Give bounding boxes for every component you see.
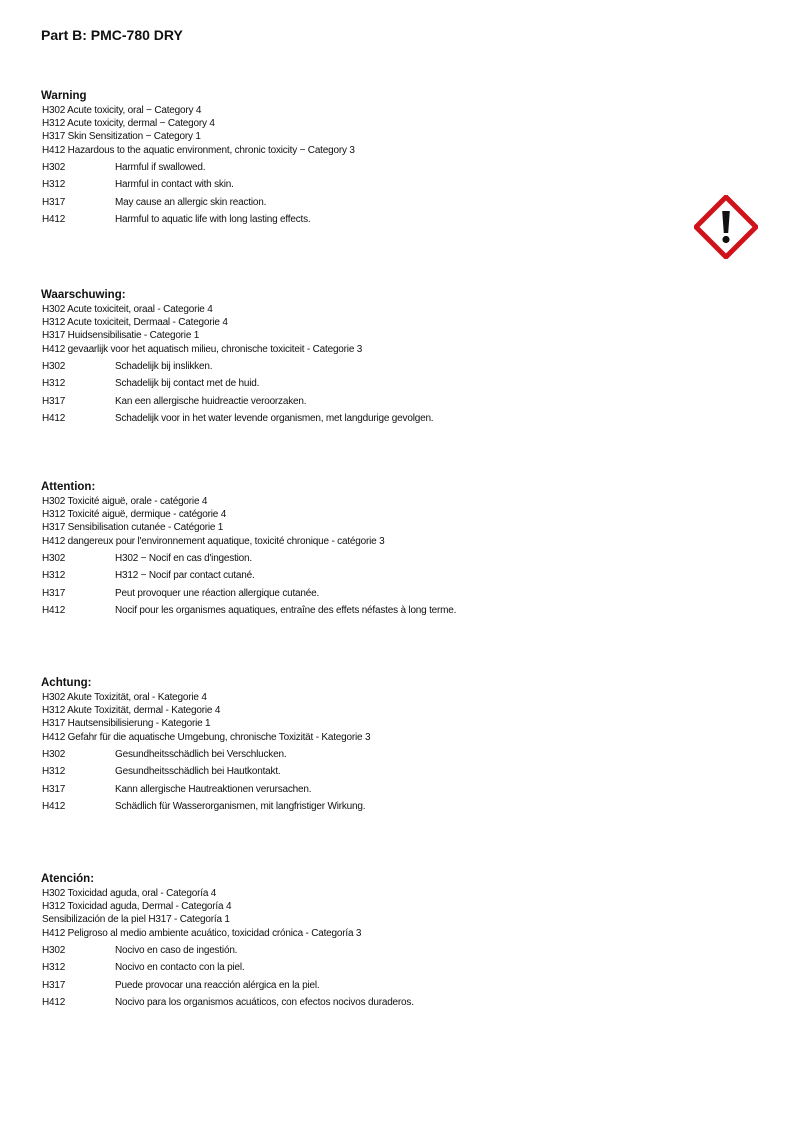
classification-line: H302 Akute Toxizität, oral - Kategorie 4 [42, 692, 207, 703]
hazard-code: H312 [42, 962, 66, 974]
hazard-code: H302 [42, 944, 66, 956]
hazard-statement [41, 178, 681, 195]
hazard-text: Nocivo en contacto con la piel. [115, 962, 245, 974]
hazard-statement [41, 996, 681, 1013]
classification-line: H312 Akute Toxizität, dermal - Kategorie 4 [42, 705, 221, 717]
classification-line: H302 Acute toxicity, oral − Category 4 [42, 105, 202, 116]
classification-line: H412 Peligroso al medio ambiente acuático, toxicidad crónica - Categoría 3 [42, 927, 362, 939]
hazard-statement [41, 604, 681, 621]
hazard-code: H317 [42, 196, 66, 208]
classification-line: H317 Sensibilisation cutanée - Catégorie 1 [42, 522, 224, 534]
page-title: Part B: PMC-780 DRY [41, 27, 183, 43]
signal-word: Waarschuwing: [41, 289, 126, 301]
hazard-statement [41, 360, 681, 377]
hazard-statement [41, 395, 681, 412]
hazard-code: H412 [42, 412, 66, 424]
hazard-text: Schädlich für Wasserorganismen, mit langfristiger Wirkung. [115, 800, 366, 812]
hazard-text: Harmful in contact with skin. [115, 179, 234, 191]
classification-line: H312 Toxicité aiguë, dermique - catégorie 4 [42, 509, 227, 521]
hazard-code: H412 [42, 996, 66, 1008]
signal-word: Achtung: [41, 677, 92, 689]
hazard-code: H312 [42, 179, 66, 191]
hazard-statement [41, 800, 681, 817]
section-warning-nl [41, 287, 681, 429]
hazard-text: May cause an allergic skin reaction. [115, 196, 267, 208]
hazard-statement [41, 748, 681, 765]
hazard-statement [41, 196, 681, 213]
hazard-code: H312 [42, 378, 66, 390]
section-warning-fr [41, 479, 681, 621]
hazard-statement [41, 213, 681, 230]
section-warning-es [41, 871, 681, 1013]
hazard-text: Gesundheitsschädlich bei Verschlucken. [115, 748, 287, 760]
hazard-statement [41, 569, 681, 586]
hazard-text: Kan een allergische huidreactie veroorzaken. [115, 395, 307, 407]
classification-line: H317 Hautsensibilisierung - Kategorie 1 [42, 718, 211, 730]
hazard-statement [41, 979, 681, 996]
signal-word: Attention: [41, 481, 96, 493]
hazard-code: H302 [42, 360, 66, 372]
hazard-code: H412 [42, 800, 66, 812]
hazard-text: H312 − Nocif par contact cutané. [115, 570, 255, 582]
classification-line: H302 Toxicité aiguë, orale - catégorie 4 [42, 496, 208, 507]
hazard-code: H317 [42, 587, 66, 599]
hazard-code: H302 [42, 748, 66, 760]
hazard-statement [41, 377, 681, 394]
classification-line: H412 gevaarlijk voor het aquatisch milieu, chronische toxiciteit - Categorie 3 [42, 343, 363, 355]
classification-line: H302 Toxicidad aguda, oral - Categoría 4 [42, 888, 217, 899]
hazard-code: H317 [42, 979, 66, 991]
hazard-statement [41, 587, 681, 604]
hazard-statement [41, 552, 681, 569]
signal-word: Warning [41, 90, 87, 102]
classification-line: H317 Huidsensibilisatie - Categorie 1 [42, 330, 200, 342]
hazard-statement [41, 412, 681, 429]
hazard-text: Harmful if swallowed. [115, 161, 206, 173]
classification-line: H312 Acute toxicity, dermal − Category 4 [42, 118, 215, 130]
hazard-statement [41, 961, 681, 978]
hazard-text: Schadelijk voor in het water levende organismen, met langdurige gevolgen. [115, 412, 434, 424]
classification-line: H312 Acute toxiciteit, Dermaal - Categorie 4 [42, 317, 228, 329]
hazard-code: H317 [42, 783, 66, 795]
section-warning-en [41, 88, 681, 230]
hazard-text: Schadelijk bij contact met de huid. [115, 378, 260, 390]
hazard-text: Nocif pour les organismes aquatiques, entraîne des effets néfastes à long terme. [115, 604, 457, 616]
hazard-statement [41, 783, 681, 800]
hazard-text: Nocivo en caso de ingestión. [115, 944, 238, 956]
hazard-text: Peut provoquer une réaction allergique cutanée. [115, 587, 320, 599]
section-warning-de [41, 675, 681, 817]
hazard-text: Schadelijk bij inslikken. [115, 360, 213, 372]
hazard-code: H312 [42, 570, 66, 582]
hazard-code: H302 [42, 552, 66, 564]
hazard-code: H412 [42, 604, 66, 616]
classification-line: H302 Acute toxiciteit, oraal - Categorie 4 [42, 304, 213, 315]
classification-line: Sensibilización de la piel H317 - Categoría 1 [42, 914, 230, 926]
hazard-code: H317 [42, 395, 66, 407]
hazard-text: Gesundheitsschädlich bei Hautkontakt. [115, 766, 281, 778]
classification-line: H317 Skin Sensitization − Category 1 [42, 131, 201, 143]
classification-line: H412 dangereux pour l'environnement aquatique, toxicité chronique - catégorie 3 [42, 535, 385, 547]
classification-line: H312 Toxicidad aguda, Dermal - Categoría 4 [42, 901, 232, 913]
hazard-text: Kann allergische Hautreaktionen verursachen. [115, 783, 312, 795]
classification-line: H412 Hazardous to the aquatic environment, chronic toxicity − Category 3 [42, 144, 355, 156]
hazard-code: H412 [42, 213, 66, 225]
hazard-code: H302 [42, 161, 66, 173]
hazard-text: Harmful to aquatic life with long lasting effects. [115, 213, 311, 225]
ghs07-exclamation-mark-icon [694, 195, 758, 259]
hazard-statement [41, 765, 681, 782]
hazard-text: Nocivo para los organismos acuáticos, con efectos nocivos duraderos. [115, 996, 414, 1008]
hazard-statement [41, 161, 681, 178]
hazard-text: H302 − Nocif en cas d'ingestion. [115, 552, 252, 564]
classification-line: H412 Gefahr für die aquatische Umgebung, chronische Toxizität - Kategorie 3 [42, 731, 371, 743]
hazard-code: H312 [42, 766, 66, 778]
hazard-statement [41, 944, 681, 961]
signal-word: Atención: [41, 873, 95, 885]
hazard-text: Puede provocar una reacción alérgica en la piel. [115, 979, 320, 991]
